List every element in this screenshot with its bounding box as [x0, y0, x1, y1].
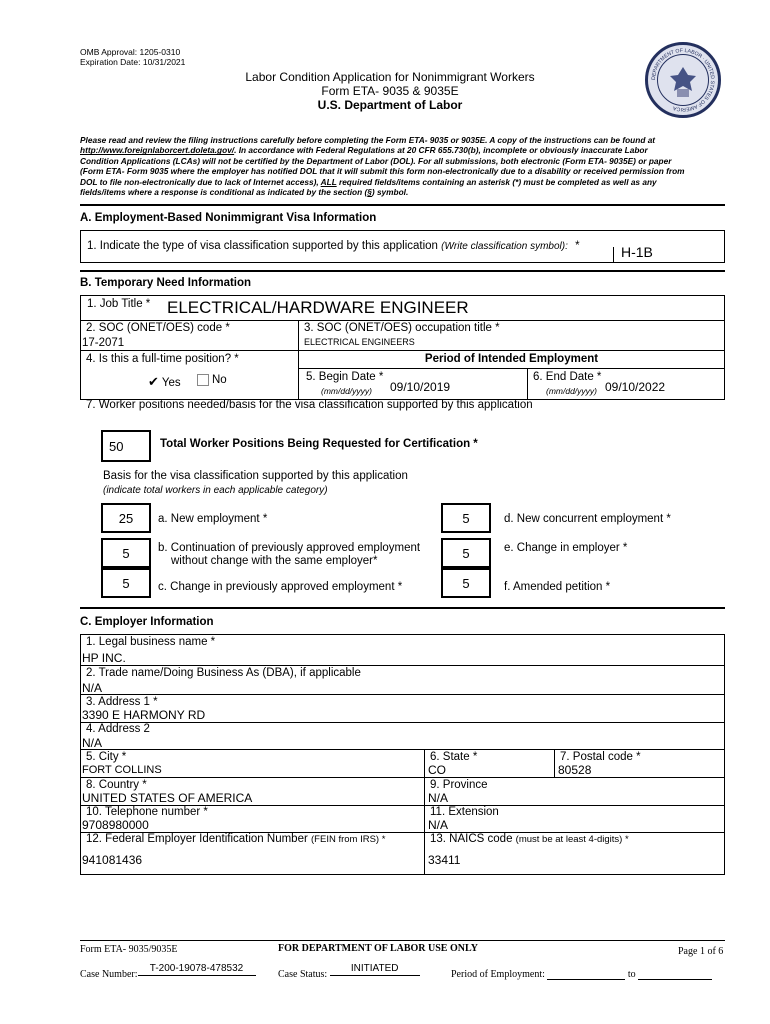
naics-label: 13. NAICS code (must be at least 4-digits) * [430, 833, 629, 845]
state-value[interactable]: CO [428, 763, 446, 777]
checkmark-icon: ✔ [148, 374, 159, 389]
full-time-no-option[interactable] [197, 374, 227, 386]
instructions-line-2: http://www.foreignlaborcert.doleta.gov/. In accordance with Federal Regulations at 20 CFR 655.730(b), incomplete or obviously inaccurate Labor [80, 145, 648, 156]
full-time-label: 4. Is this a full-time position? * [86, 353, 239, 365]
visa-classification-field[interactable]: 1. Indicate the type of visa classification supported by this application (Write classification symbol): * H-1B [80, 230, 725, 263]
instructions-block [80, 135, 730, 197]
dba-label: 2. Trade name/Doing Business As (DBA), if applicable [86, 667, 361, 679]
address1-label: 3. Address 1 * [86, 696, 158, 708]
omb-approval: OMB Approval: 1205-0310 [80, 47, 181, 57]
basis-hint: (indicate total workers in each applicable category) [103, 485, 328, 496]
dba-value[interactable]: N/A [82, 681, 103, 695]
new-employment-label: a. New employment * [158, 513, 268, 525]
new-employment-value[interactable]: 25 [101, 503, 151, 533]
no-label: No [212, 374, 227, 387]
end-date-value[interactable]: 09/10/2022 [605, 380, 666, 394]
continuation-value[interactable]: 5 [101, 538, 151, 568]
soc-code-label: 2. SOC (ONET/OES) code * [86, 322, 230, 334]
period-heading: Period of Intended Employment [424, 353, 599, 365]
continuation-label: b. Continuation of previously approved employment [158, 542, 421, 554]
basis-label: Basis for the visa classification supported by this application [103, 470, 408, 482]
section-a-heading: A. Employment-Based Nonimmigrant Visa Information [80, 212, 377, 224]
period-to: to [627, 969, 636, 980]
phone-value[interactable]: 9708980000 [82, 818, 149, 832]
address2-label: 4. Address 2 [86, 723, 150, 735]
section-b-heading: B. Temporary Need Information [80, 277, 252, 289]
visa-classification-hint: (Write classification symbol): [441, 241, 568, 252]
country-value[interactable]: UNITED STATES OF AMERICA [82, 791, 253, 805]
address1-value[interactable]: 3390 E HARMONY RD [82, 708, 206, 722]
footer-page-number: Page 1 of 6 [678, 946, 724, 957]
total-workers-label: Total Worker Positions Being Requested for Certification * [160, 438, 478, 450]
amended-petition-label: f. Amended petition * [504, 581, 611, 593]
new-concurrent-value[interactable]: 5 [441, 503, 491, 533]
postal-value[interactable]: 80528 [558, 763, 592, 777]
form-title: Labor Condition Application for Nonimmigrant Workers [245, 70, 535, 84]
phone-label: 10. Telephone number * [86, 806, 208, 818]
footer-dol-use: FOR DEPARTMENT OF LABOR USE ONLY [278, 943, 478, 954]
case-status [278, 963, 420, 980]
checkbox-icon [197, 374, 209, 386]
period-label: Period of Employment: [451, 969, 545, 980]
total-workers-value[interactable]: 50 [101, 430, 151, 462]
legal-name-label: 1. Legal business name * [86, 636, 216, 648]
end-date-label: 6. End Date * [533, 371, 602, 383]
instructions-line-4: (Form ETA- Form 9035 where the employer has notified DOL that it will submit this form non-electronically due to a disability or received permission from [80, 166, 685, 177]
naics-value[interactable]: 33411 [428, 853, 461, 867]
begin-date-value[interactable]: 09/10/2019 [390, 380, 451, 394]
province-label: 9. Province [430, 779, 488, 791]
job-title-label: 1. Job Title * [87, 298, 151, 310]
instructions-line-1: Please read and review the filing instructions carefully before completing the Form ETA- 9035 or 9035E. A copy of the instructions can be found at [80, 135, 656, 145]
change-previous-value[interactable]: 5 [101, 568, 151, 598]
instructions-link[interactable]: http://www.foreignlaborcert.doleta.gov/ [80, 145, 235, 156]
instructions-line-6: fields/items where a response is conditional as indicated by the section (§) symbol. [80, 187, 409, 198]
soc-code-value: 17-2071 [82, 337, 125, 349]
end-date-hint: (mm/dd/yyyy) [546, 386, 597, 396]
change-employer-label: e. Change in employer * [504, 542, 628, 554]
section-c-heading: C. Employer Information [80, 616, 214, 628]
footer-form-id: Form ETA- 9035/9035E [80, 944, 178, 955]
visa-classification-value: H-1B [621, 244, 653, 260]
state-label: 6. State * [430, 751, 478, 763]
change-employer-value[interactable]: 5 [441, 538, 491, 568]
case-number [80, 963, 256, 980]
full-time-yes-option[interactable] [148, 374, 181, 390]
instructions-line-5: DOL to file non-electronically due to lack of Internet access), ALL required fields/items containing an asterisk (*) must be completed as well as any [80, 176, 657, 187]
begin-date-hint: (mm/dd/yyyy) [321, 386, 372, 396]
case-number-label: Case Number: [80, 969, 138, 980]
case-number-value: T-200-19078-478532 [138, 963, 256, 976]
case-status-label: Case Status: [278, 969, 328, 980]
continuation-label-2: without change with the same employer* [171, 555, 378, 567]
begin-date-label: 5. Begin Date * [306, 371, 384, 383]
change-previous-label: c. Change in previously approved employment * [158, 581, 403, 593]
job-title-value: ELECTRICAL/HARDWARE ENGINEER [167, 298, 469, 317]
city-label: 5. City * [86, 751, 127, 763]
case-status-value: INITIATED [330, 963, 420, 976]
dol-seal-icon [645, 42, 721, 118]
address2-value[interactable]: N/A [82, 736, 103, 750]
worker-positions-label: 7. Worker positions needed/basis for the visa classification supported by this application [86, 399, 533, 411]
fein-value[interactable]: 941081436 [82, 853, 143, 867]
visa-classification-label: 1. Indicate the type of visa classification supported by this application [87, 240, 438, 252]
department-name: U.S. Department of Labor [317, 98, 463, 112]
expiration-date: Expiration Date: 10/31/2021 [80, 57, 186, 67]
extension-value[interactable]: N/A [428, 818, 449, 832]
province-value[interactable]: N/A [428, 791, 449, 805]
soc-title-label: 3. SOC (ONET/OES) occupation title * [304, 322, 500, 334]
extension-label: 11. Extension [430, 806, 499, 818]
new-concurrent-label: d. New concurrent employment * [504, 513, 671, 525]
amended-petition-value[interactable]: 5 [441, 568, 491, 598]
form-number: Form ETA- 9035 & 9035E [321, 84, 459, 98]
seal-text: DEPARTMENT OF LABOR · UNITED STATES OF AMERICA [650, 47, 716, 113]
job-title-field[interactable] [80, 295, 725, 321]
soc-title-value: ELECTRICAL ENGINEERS [304, 337, 415, 347]
yes-label: Yes [161, 377, 181, 389]
country-label: 8. Country * [86, 779, 147, 791]
instructions-line-3: Condition Applications (LCAs) will not be certified by the Department of Labor (DOL). For all submissions, both electronic (Form ETA- 9035E) or paper [80, 155, 672, 166]
legal-name-value[interactable]: HP INC. [82, 651, 126, 665]
city-value[interactable]: FORT COLLINS [82, 764, 162, 776]
fein-label: 12. Federal Employer Identification Number (FEIN from IRS) * [86, 833, 386, 845]
divider [80, 204, 725, 206]
period-of-employment [451, 967, 712, 980]
postal-label: 7. Postal code * [560, 751, 641, 763]
